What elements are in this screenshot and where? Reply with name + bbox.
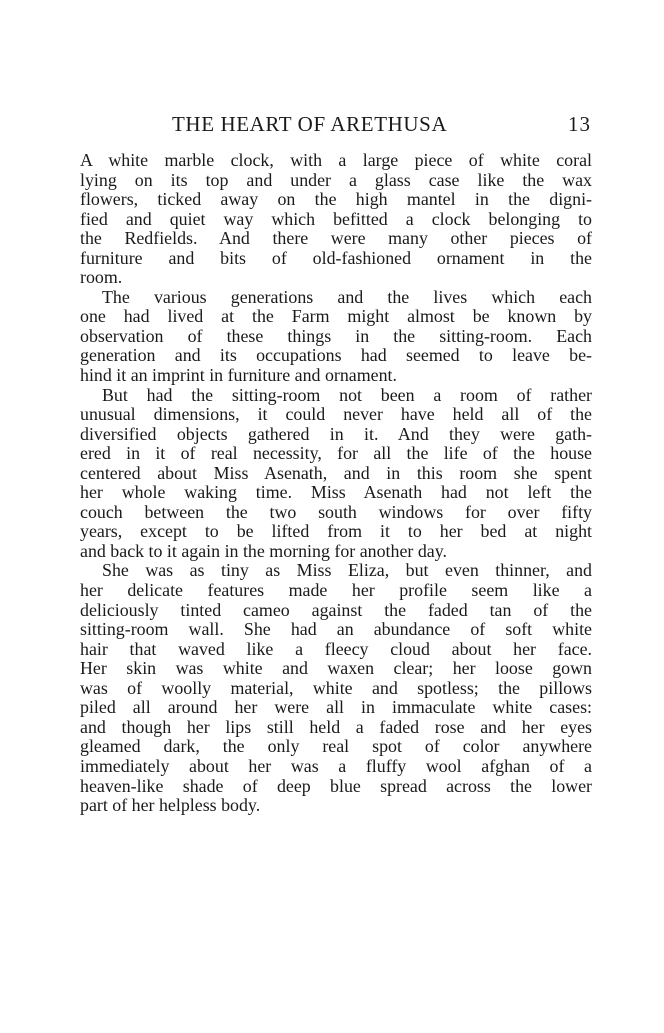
text-line: room. [80,267,123,288]
paragraph-first-line: But had the sitting-room not been a room of rather [102,384,592,405]
text-line: gleamed dark, the only real spot of color anywhere [80,736,592,757]
text-line: ered in it of real necessity, for all the life of the house [80,443,592,464]
text-line: centered about Miss Asenath, and in this room she spent [80,462,592,483]
text-line: lying on its top and under a glass case like the wax [80,169,592,190]
text-line: part of her helpless body. [80,795,261,816]
text-line: observation of these things in the sitting-room. Each [80,325,592,346]
text-line: flowers, ticked away on the high mantel in the digni- [80,189,592,210]
text-line: fied and quiet way which befitted a clock belonging to [80,208,592,229]
text-line: couch between the two south windows for over fifty [80,501,592,522]
paragraph-first-line: The various generations and the lives which each [102,286,592,307]
text-line: Her skin was white and waxen clear; her loose gown [80,658,592,679]
running-head [0,110,664,138]
text-line: A white marble clock, with a large piece of white coral [80,150,592,170]
running-title: THE HEART OF ARETHUSA [172,112,448,136]
text-line: heaven-like shade of deep blue spread across the lower [80,775,592,796]
text-line: piled all around her were all in immaculate white cases: [80,697,592,718]
text-line: unusual dimensions, it could never have held all of the [80,404,592,425]
text-line: and though her lips still held a faded rose and her eyes [80,716,592,737]
text-line: her delicate features made her profile seem like a [80,580,592,601]
text-line: the Redfields. And there were many other pieces of [80,228,592,249]
text-line: and back to it again in the morning for another day. [80,540,447,561]
text-line: hind it an imprint in furniture and ornament. [80,365,397,386]
text-line: was of woolly material, white and spotless; the pillows [80,677,592,698]
text-line: sitting-room wall. She had an abundance of soft white [80,619,592,640]
text-line: years, except to be lifted from it to her bed at night [80,521,592,542]
page-number: 13 [568,112,591,136]
text-line: diversified objects gathered in it. And they were gath- [80,423,592,444]
text-line: her whole waking time. Miss Asenath had not left the [80,482,592,503]
text-line: furniture and bits of old-fashioned ornament in the [80,247,592,268]
text-line: deliciously tinted cameo against the faded tan of the [80,599,592,620]
text-line: hair that waved like a fleecy cloud about her face. [80,638,592,659]
text-line: immediately about her was a fluffy wool afghan of a [80,755,592,776]
text-line: one had lived at the Farm might almost be known by [80,306,592,327]
paragraph-first-line: She was as tiny as Miss Eliza, but even thinner, and [102,560,592,581]
text-line: generation and its occupations had seemed to leave be- [80,345,592,366]
body-text [80,151,592,816]
